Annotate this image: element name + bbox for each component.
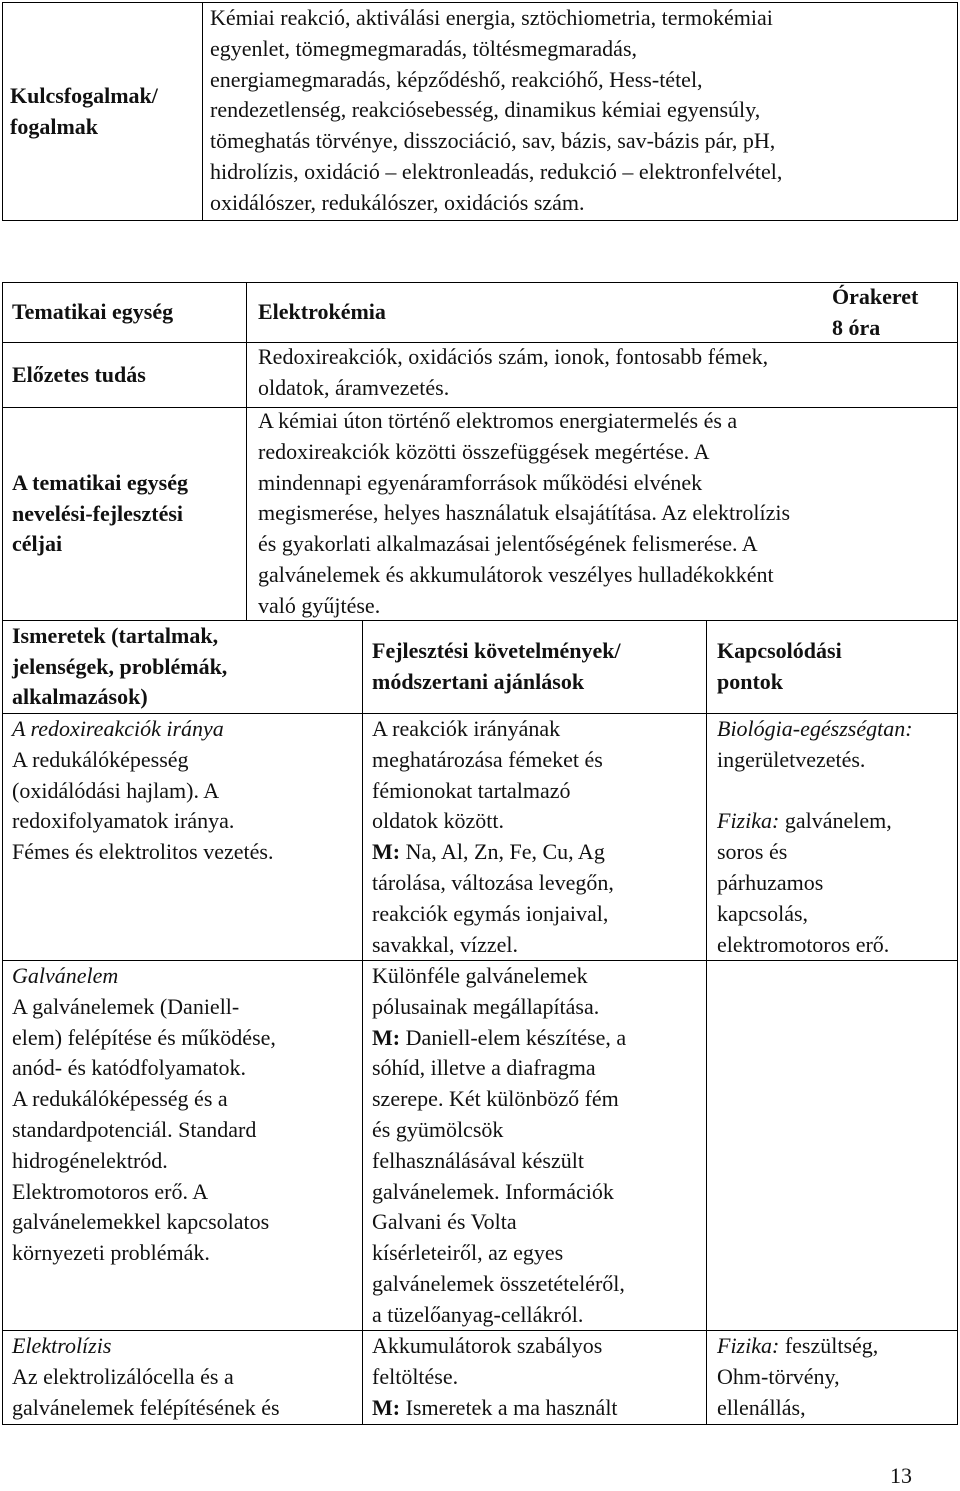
- text-paragraph: [258, 342, 957, 404]
- line-text: Ismeretek a ma használt: [405, 1394, 618, 1420]
- text-line: Ohm-törvény,: [717, 1363, 840, 1389]
- text-line: galvánelemek és akkumulátorok veszélyes hulladékokként: [258, 561, 774, 587]
- text-line: sóhíd, illetve a diafragma: [372, 1055, 596, 1081]
- text-line: Elektrolízis: [12, 1333, 112, 1358]
- row-electrolysis-requirements: [372, 1331, 706, 1423]
- text-line: Elektromotoros erő. A: [12, 1178, 209, 1204]
- text-paragraph: [372, 714, 706, 960]
- text-line: mindennapi egyenáramforrások működési elvének: [258, 469, 703, 495]
- line-text: galvánelem,: [784, 808, 892, 834]
- text-paragraph: [717, 714, 957, 776]
- unit-title: Elektrokémia: [258, 299, 386, 325]
- row-electrolysis-connections: [717, 1331, 957, 1423]
- key-concepts-label-cell: [2, 2, 203, 221]
- text-line: tárolása, változása levegőn,: [372, 869, 614, 895]
- row-redox-knowledge-cell: [2, 713, 363, 961]
- text-line: redoxifolyamatok iránya.: [12, 808, 235, 834]
- text-line: módszertani ajánlások: [372, 669, 585, 694]
- text-line: feltöltése.: [372, 1363, 459, 1389]
- text-line: céljai: [12, 531, 63, 557]
- text-line: szerepe. Két különböző fém: [372, 1086, 619, 1112]
- text-line: párhuzamos: [717, 869, 824, 895]
- text-line: Galvani és Volta: [372, 1209, 517, 1235]
- row-redox-requirements-cell: [362, 713, 707, 961]
- line-text: Daniell-elem készítése, a: [405, 1024, 627, 1050]
- text-line: galvánelemek összetételéről,: [372, 1270, 625, 1296]
- text-line: pólusainak megállapítása.: [372, 993, 600, 1019]
- text-line: anód- és katódfolyamatok.: [12, 1055, 246, 1081]
- row-galvanic-connections-cell: [706, 960, 958, 1331]
- text-line: A reakciók irányának: [372, 716, 561, 741]
- text-line: Kulcsfogalmak/: [10, 82, 158, 108]
- key-concepts-text: [210, 3, 957, 219]
- text-paragraph: [210, 3, 957, 219]
- text-line: redoxireakciók közötti összefüggések megértése. A: [258, 438, 710, 464]
- line-label: Fizika:: [717, 1333, 780, 1358]
- text-line: galvánelemekkel kapcsolatos: [12, 1209, 270, 1235]
- row-galvanic-requirements: [372, 961, 706, 1331]
- text-line: [717, 806, 957, 837]
- text-paragraph: [717, 636, 957, 698]
- row-redox-connections-cell: [706, 713, 958, 961]
- header-knowledge: [12, 621, 362, 713]
- header-requirements-cell: [362, 620, 707, 714]
- header-connections: [717, 621, 957, 713]
- row-electrolysis-knowledge: [12, 1331, 362, 1423]
- prior-knowledge-text: [258, 342, 957, 404]
- text-line: Galvánelem: [12, 963, 119, 988]
- text-line: Fémes és elektrolitos vezetés.: [12, 839, 274, 865]
- goals-label: [12, 408, 246, 620]
- text-line: A tematikai egység: [12, 469, 188, 495]
- hours-block: [832, 283, 918, 342]
- header-connections-cell: [706, 620, 958, 714]
- text-line: alkalmazások): [12, 684, 148, 710]
- key-concepts-text-cell: [202, 2, 958, 221]
- text-line: A redukálóképesség és a: [12, 1086, 228, 1112]
- text-line: A redukálóképesség: [12, 746, 189, 772]
- page-number: 13: [890, 1463, 912, 1488]
- unit-label: Tematikai egység: [12, 299, 174, 325]
- line-text: Na, Al, Zn, Fe, Cu, Ag: [405, 839, 605, 865]
- prior-knowledge-label: Előzetes tudás: [12, 361, 146, 387]
- text-line: felhasználásával készült: [372, 1147, 584, 1173]
- row-redox-connections: [717, 714, 957, 960]
- text-paragraph: [258, 406, 957, 622]
- text-paragraph: [10, 81, 202, 143]
- text-line: soros és: [717, 839, 788, 865]
- text-paragraph: [717, 806, 957, 960]
- prior-knowledge-text-cell: [246, 342, 958, 408]
- text-line: meghatározása fémeket és: [372, 746, 603, 772]
- text-line: és gyakorlati alkalmazásai jelentőségének felismerése. A: [258, 531, 758, 557]
- row-galvanic-requirements-cell: [362, 960, 707, 1331]
- hours-value: 8 óra: [832, 314, 881, 340]
- header-requirements: [372, 621, 706, 713]
- text-paragraph: [12, 961, 362, 1269]
- header-knowledge-cell: [2, 620, 363, 714]
- text-line: Redoxireakciók, oxidációs szám, ionok, fontosabb fémek,: [258, 344, 769, 369]
- unit-title-cell: [246, 282, 958, 343]
- text-line: [372, 1023, 706, 1054]
- line-label: Fizika:: [717, 808, 780, 834]
- text-line: ellenállás,: [717, 1394, 806, 1420]
- text-line: [372, 837, 706, 868]
- text-line: elem) felépítése és működése,: [12, 1024, 276, 1050]
- text-line: ingerületvezetés.: [717, 746, 866, 772]
- text-paragraph: [12, 621, 362, 713]
- text-line: Kapcsolódási: [717, 638, 842, 664]
- text-line: kapcsolás,: [717, 900, 809, 926]
- text-line: megismerése, helyes használatuk elsajátítása. Az elektrolízis: [258, 500, 791, 526]
- text-line: pontok: [717, 669, 784, 694]
- text-line: Ismeretek (tartalmak,: [12, 622, 219, 648]
- text-line: savakkal, vízzel.: [372, 931, 518, 957]
- text-line: standardpotenciál. Standard: [12, 1116, 257, 1142]
- key-concepts-label: [10, 3, 202, 220]
- text-paragraph: [717, 1331, 957, 1423]
- row-electrolysis-connections-cell: [706, 1330, 958, 1425]
- text-line: (oxidálódási hajlam). A: [12, 777, 220, 803]
- text-line: A galvánelemek (Daniell-: [12, 993, 240, 1019]
- text-line: [717, 1331, 957, 1362]
- text-line: hidrolízis, oxidáció – elektronleadás, redukció – elektronfelvétel,: [210, 158, 783, 184]
- text-line: Fejlesztési követelmények/: [372, 638, 621, 664]
- text-line: Biológia-egészségtan:: [717, 716, 913, 741]
- text-paragraph: [372, 636, 706, 698]
- text-line: galvánelemek. Információk: [372, 1178, 614, 1204]
- text-line: tömeghatás törvénye, disszociáció, sav, bázis, sav-bázis pár, pH,: [210, 128, 776, 154]
- row-redox-knowledge: [12, 714, 362, 868]
- text-line: a tüzelőanyag-cellákról.: [372, 1301, 584, 1327]
- line-label: M:: [372, 1024, 401, 1050]
- text-line: energiamegmaradás, képződéshő, reakcióhő, Hess-tétel,: [210, 66, 703, 92]
- unit-label-cell: [2, 282, 247, 343]
- text-line: jelenségek, problémák,: [12, 653, 228, 679]
- text-line: oldatok között.: [372, 808, 504, 834]
- text-line: oldatok, áramvezetés.: [258, 374, 450, 400]
- row-redox-requirements: [372, 714, 706, 960]
- goals-label-cell: [2, 407, 247, 621]
- text-line: A redoxireakciók iránya: [12, 716, 224, 741]
- text-line: környezeti problémák.: [12, 1240, 210, 1266]
- text-line: nevelési-fejlesztési: [12, 500, 184, 526]
- text-paragraph: [372, 1331, 706, 1423]
- text-line: fémionokat tartalmazó: [372, 777, 571, 803]
- text-line: reakciók egymás ionjaival,: [372, 900, 609, 926]
- text-paragraph: [372, 961, 706, 1331]
- row-galvanic-knowledge: [12, 961, 362, 1269]
- text-paragraph: [12, 714, 362, 868]
- goals-text: [258, 406, 957, 622]
- text-line: [372, 1393, 706, 1424]
- text-line: Az elektrolizálócella és a: [12, 1363, 234, 1389]
- text-line: A kémiai úton történő elektromos energiatermelés és a: [258, 408, 738, 433]
- hours-label: Órakeret: [832, 283, 919, 309]
- text-line: rendezetlenség, reakciósebesség, dinamikus kémiai egyensúly,: [210, 97, 761, 123]
- text-line: elektromotoros erő.: [717, 931, 890, 957]
- text-line: Különféle galvánelemek: [372, 963, 588, 988]
- row-electrolysis-knowledge-cell: [2, 1330, 363, 1425]
- text-line: hidrogénelektród.: [12, 1147, 168, 1173]
- line-label: M:: [372, 839, 401, 865]
- prior-knowledge-label-wrap: [12, 343, 246, 407]
- row-galvanic-knowledge-cell: [2, 960, 363, 1331]
- text-line: egyenlet, tömegmegmaradás, töltésmegmaradás,: [210, 35, 638, 61]
- prior-knowledge-label-cell: [2, 342, 247, 408]
- text-line: galvánelemek felépítésének és: [12, 1394, 280, 1420]
- row-electrolysis-requirements-cell: [362, 1330, 707, 1425]
- text-line: Akkumulátorok szabályos: [372, 1333, 603, 1358]
- text-paragraph: [12, 1331, 362, 1423]
- line-label: M:: [372, 1394, 401, 1420]
- text-line: kísérleteiről, az egyes: [372, 1240, 564, 1266]
- text-paragraph: [12, 468, 246, 560]
- text-line: és gyümölcsök: [372, 1116, 504, 1142]
- text-line: fogalmak: [10, 113, 98, 139]
- text-line: oxidálószer, redukálószer, oxidációs szám.: [210, 189, 585, 215]
- text-line: való gyűjtése.: [258, 592, 381, 618]
- unit-label-wrap: [12, 283, 246, 342]
- line-text: feszültség,: [784, 1333, 879, 1358]
- goals-text-cell: [246, 407, 958, 621]
- text-line: Kémiai reakció, aktiválási energia, sztöchiometria, termokémiai: [210, 5, 773, 30]
